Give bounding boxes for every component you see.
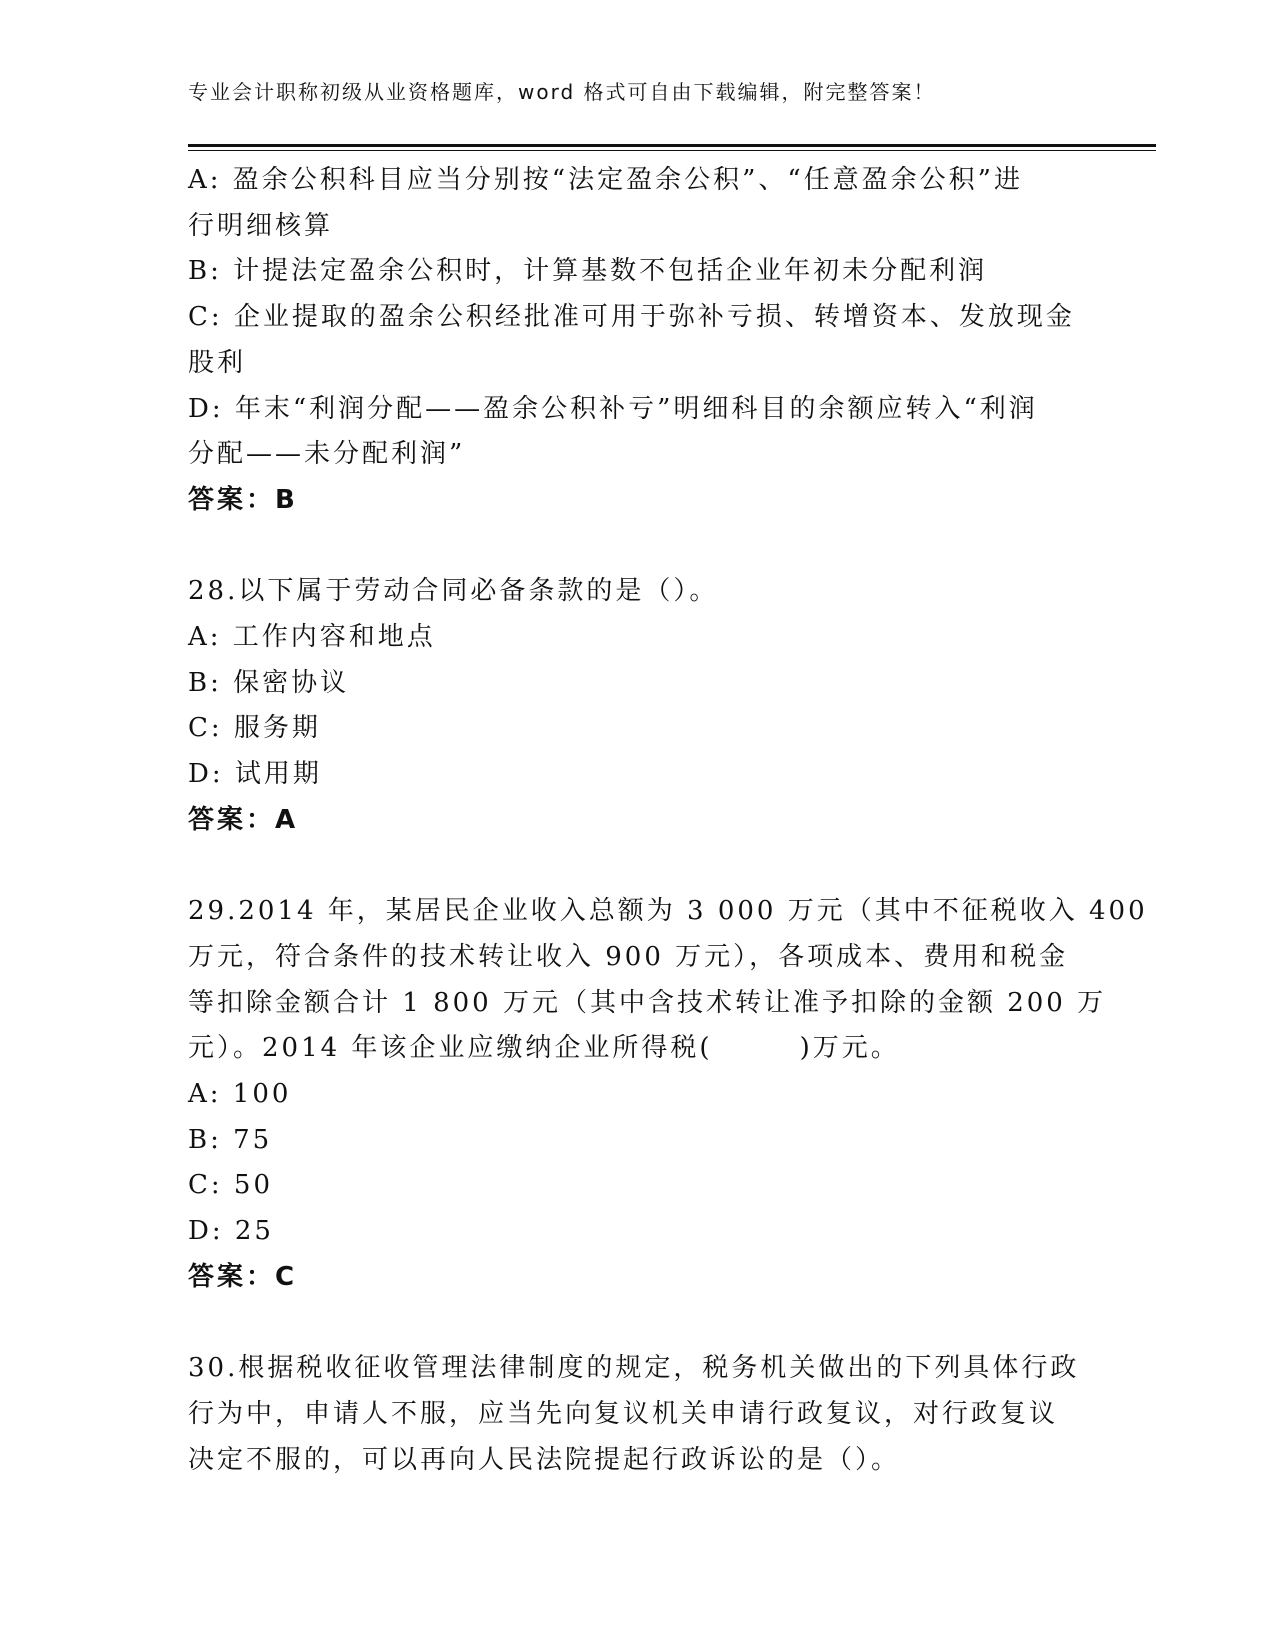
question-stem-line-2: 万元，符合条件的技术转让收入 900 万元），各项成本、费用和税金 — [188, 941, 1069, 972]
option-d-line-2: 分配——未分配利润” — [188, 439, 466, 470]
option-a-line-2: 行明细核算 — [188, 210, 334, 241]
question-stem-line-2: 行为中，申请人不服，应当先向复议机关申请行政复议，对行政复议 — [188, 1398, 1059, 1429]
document-body — [188, 158, 1148, 1483]
option-c-line-2: 股利 — [188, 347, 247, 378]
option-a: A: 工作内容和地点 — [188, 622, 436, 653]
question-28 — [188, 569, 1088, 843]
option-d: D: 25 — [188, 1216, 274, 1247]
question-27 — [188, 158, 1088, 524]
answer: 答案：B — [188, 484, 298, 515]
option-b: B: 计提法定盈余公积时，计算基数不包括企业年初未分配利润 — [188, 256, 988, 287]
question-29 — [188, 889, 1148, 1300]
header-rule-thin — [188, 150, 1156, 151]
option-c: C: 50 — [188, 1170, 274, 1201]
question-stem-line-1: 30.根据税收征收管理法律制度的规定，税务机关做出的下列具体行政 — [188, 1353, 1080, 1384]
question-30 — [188, 1346, 1088, 1483]
option-a-line-1: A: 盈余公积科目应当分别按“法定盈余公积”、“任意盈余公积”进 — [188, 165, 1023, 195]
spacer — [188, 1301, 1088, 1347]
answer: 答案：C — [188, 1261, 298, 1292]
option-a: A: 100 — [188, 1079, 292, 1110]
question-stem-line-1: 29.2014 年，某居民企业收入总额为 3 000 万元（其中不征税收入 400 — [188, 896, 1148, 927]
question-stem-line-4: 元）。2014 年该企业应缴纳企业所得税( )万元。 — [188, 1033, 900, 1064]
spacer — [188, 524, 1088, 570]
option-b: B: 保密协议 — [188, 667, 350, 698]
option-d: D: 试用期 — [188, 759, 322, 790]
answer: 答案：A — [188, 804, 299, 835]
question-stem-line-3: 决定不服的，可以再向人民法院提起行政诉讼的是（）。 — [188, 1444, 901, 1475]
option-c: C: 服务期 — [188, 713, 321, 744]
option-c-line-1: C: 企业提取的盈余公积经批准可用于弥补亏损、转增资本、发放现金 — [188, 302, 1075, 333]
question-stem: 28.以下属于劳动合同必备条款的是（）。 — [188, 576, 719, 607]
header-rule-thick — [188, 144, 1156, 147]
page-header: 专业会计职称初级从业资格题库，word 格式可自由下载编辑，附完整答案！ — [188, 80, 936, 104]
question-stem-line-3: 等扣除金额合计 1 800 万元（其中含技术转让准予扣除的金额 200 万 — [188, 987, 1107, 1018]
spacer — [188, 844, 1088, 890]
option-b: B: 75 — [188, 1124, 273, 1155]
option-d-line-1: D: 年末“利润分配——盈余公积补亏”明细科目的余额应转入“利润 — [188, 393, 1038, 424]
